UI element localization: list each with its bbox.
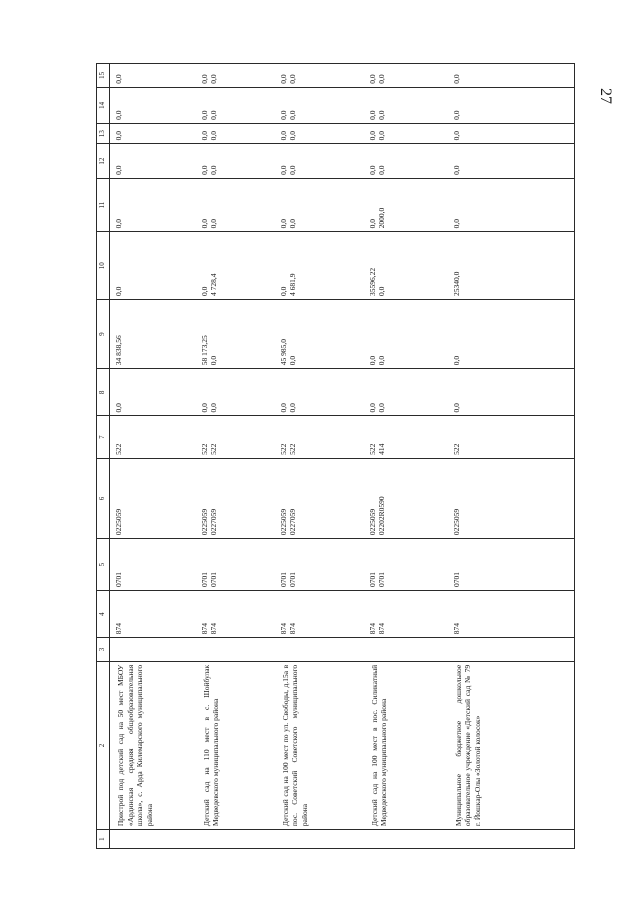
cell-col-13: 0,0 0,0 [364, 123, 448, 143]
cell-col-5: 0701 [448, 539, 575, 591]
cell-col-10: 0,0 [110, 232, 196, 300]
cell-empty [275, 638, 364, 662]
cell-col-11: 0,0 0,0 [196, 178, 275, 231]
cell-col-9: 58 173,25 0,0 [196, 300, 275, 369]
cell-object-name: Муниципальное бюджетное дошкольное образовательное учреждение «Детский сад № 79 г. Йошкар-Олы «Золотой колосок» [448, 661, 575, 829]
col-header-1: 1 [97, 830, 110, 849]
cell-col-6: 0225059 [110, 458, 196, 538]
cell-col-14: 0,0 0,0 [364, 87, 448, 123]
cell-col-5: 0701 0701 [275, 539, 364, 591]
cell-col-9: 45 985,0 0,0 [275, 300, 364, 369]
cell-col-13: 0,0 0,0 [275, 123, 364, 143]
cell-col-4: 874 874 [275, 591, 364, 638]
cell-empty [364, 638, 448, 662]
cell-col-14: 0,0 0,0 [275, 87, 364, 123]
col-header-11: 11 [97, 178, 110, 231]
cell-col-14: 0,0 0,0 [196, 87, 275, 123]
cell-col-12: 0,0 0,0 [275, 144, 364, 179]
cell-col-15: 0,0 0,0 [196, 64, 275, 88]
table-body [110, 64, 575, 849]
budget-table [96, 63, 575, 849]
cell-col-5: 0701 [110, 539, 196, 591]
cell-col-6: 0225059 0227059 [196, 458, 275, 538]
col-header-4: 4 [97, 591, 110, 638]
cell-col-8: 0,0 0,0 [364, 369, 448, 416]
header-row [97, 64, 110, 849]
cell-empty [448, 830, 575, 849]
cell-col-6: 0225059 [448, 458, 575, 538]
cell-col-15: 0,0 0,0 [275, 64, 364, 88]
cell-col-5: 0701 0701 [364, 539, 448, 591]
cell-col-8: 0,0 [110, 369, 196, 416]
cell-col-9: 0,0 [448, 300, 575, 369]
cell-col-8: 0,0 0,0 [196, 369, 275, 416]
col-header-14: 14 [97, 87, 110, 123]
cell-col-10: 0,0 4 681,9 [275, 232, 364, 300]
table-rotator [96, 63, 561, 849]
cell-col-4: 874 [448, 591, 575, 638]
cell-col-10: 25340,0 [448, 232, 575, 300]
cell-col-4: 874 874 [196, 591, 275, 638]
cell-col-8: 0,0 0,0 [275, 369, 364, 416]
cell-col-11: 0,0 0,0 [275, 178, 364, 231]
cell-col-4: 874 [110, 591, 196, 638]
col-header-3: 3 [97, 638, 110, 662]
table-row [364, 64, 448, 849]
col-header-13: 13 [97, 123, 110, 143]
col-header-8: 8 [97, 369, 110, 416]
cell-col-12: 0,0 0,0 [364, 144, 448, 179]
cell-col-7: 522 [110, 416, 196, 458]
cell-empty [364, 830, 448, 849]
col-header-5: 5 [97, 539, 110, 591]
col-header-6: 6 [97, 458, 110, 538]
col-header-15: 15 [97, 64, 110, 88]
cell-col-9: 0,0 0,0 [364, 300, 448, 369]
cell-object-name: Детский сад на 100 мест по ул. Свободы, д.15а в пос. Советский Советского муниципального района [275, 661, 364, 829]
cell-col-6: 0225059 0227059 [275, 458, 364, 538]
cell-col-15: 0,0 [110, 64, 196, 88]
cell-col-7: 522 414 [364, 416, 448, 458]
cell-empty [275, 830, 364, 849]
cell-col-14: 0,0 [448, 87, 575, 123]
cell-empty [110, 638, 196, 662]
cell-col-8: 0,0 [448, 369, 575, 416]
cell-col-14: 0,0 [110, 87, 196, 123]
cell-col-7: 522 [448, 416, 575, 458]
cell-col-10: 35596,22 0,0 [364, 232, 448, 300]
cell-col-15: 0,0 [448, 64, 575, 88]
cell-col-4: 874 874 [364, 591, 448, 638]
col-header-10: 10 [97, 232, 110, 300]
col-header-7: 7 [97, 416, 110, 458]
cell-col-13: 0,0 [448, 123, 575, 143]
col-header-9: 9 [97, 300, 110, 369]
cell-col-12: 0,0 [110, 144, 196, 179]
cell-col-12: 0,0 [448, 144, 575, 179]
cell-empty [448, 638, 575, 662]
cell-object-name: Пристрой под детский сад на 50 мест МБОУ «Ардинская средняя общеобразовательная школа», с. Арда Килемарского муниципального района [110, 661, 196, 829]
cell-col-10: 0,0 4 728,4 [196, 232, 275, 300]
cell-empty [196, 830, 275, 849]
table-row [196, 64, 275, 849]
table-row [110, 64, 196, 849]
cell-col-11: 0,0 2000,0 [364, 178, 448, 231]
cell-col-15: 0,0 0,0 [364, 64, 448, 88]
cell-empty [196, 638, 275, 662]
cell-col-7: 522 522 [196, 416, 275, 458]
page-number: 27 [597, 88, 614, 104]
cell-object-name: Детский сад на 110 мест в с. Шойбулак Медведевского муниципального района [196, 661, 275, 829]
cell-col-6: 0225059 02202R0590 [364, 458, 448, 538]
col-header-2: 2 [97, 661, 110, 829]
cell-col-7: 522 522 [275, 416, 364, 458]
cell-col-13: 0,0 [110, 123, 196, 143]
cell-col-9: 34 838,56 [110, 300, 196, 369]
cell-col-11: 0,0 [448, 178, 575, 231]
cell-col-11: 0,0 [110, 178, 196, 231]
col-header-12: 12 [97, 144, 110, 179]
cell-col-5: 0701 0701 [196, 539, 275, 591]
cell-col-13: 0,0 0,0 [196, 123, 275, 143]
cell-empty [110, 830, 196, 849]
cell-object-name: Детский сад на 100 мест в пос. Силикатный Медведевского муниципального района [364, 661, 448, 829]
table-row [275, 64, 364, 849]
cell-col-12: 0,0 0,0 [196, 144, 275, 179]
table-row [448, 64, 575, 849]
